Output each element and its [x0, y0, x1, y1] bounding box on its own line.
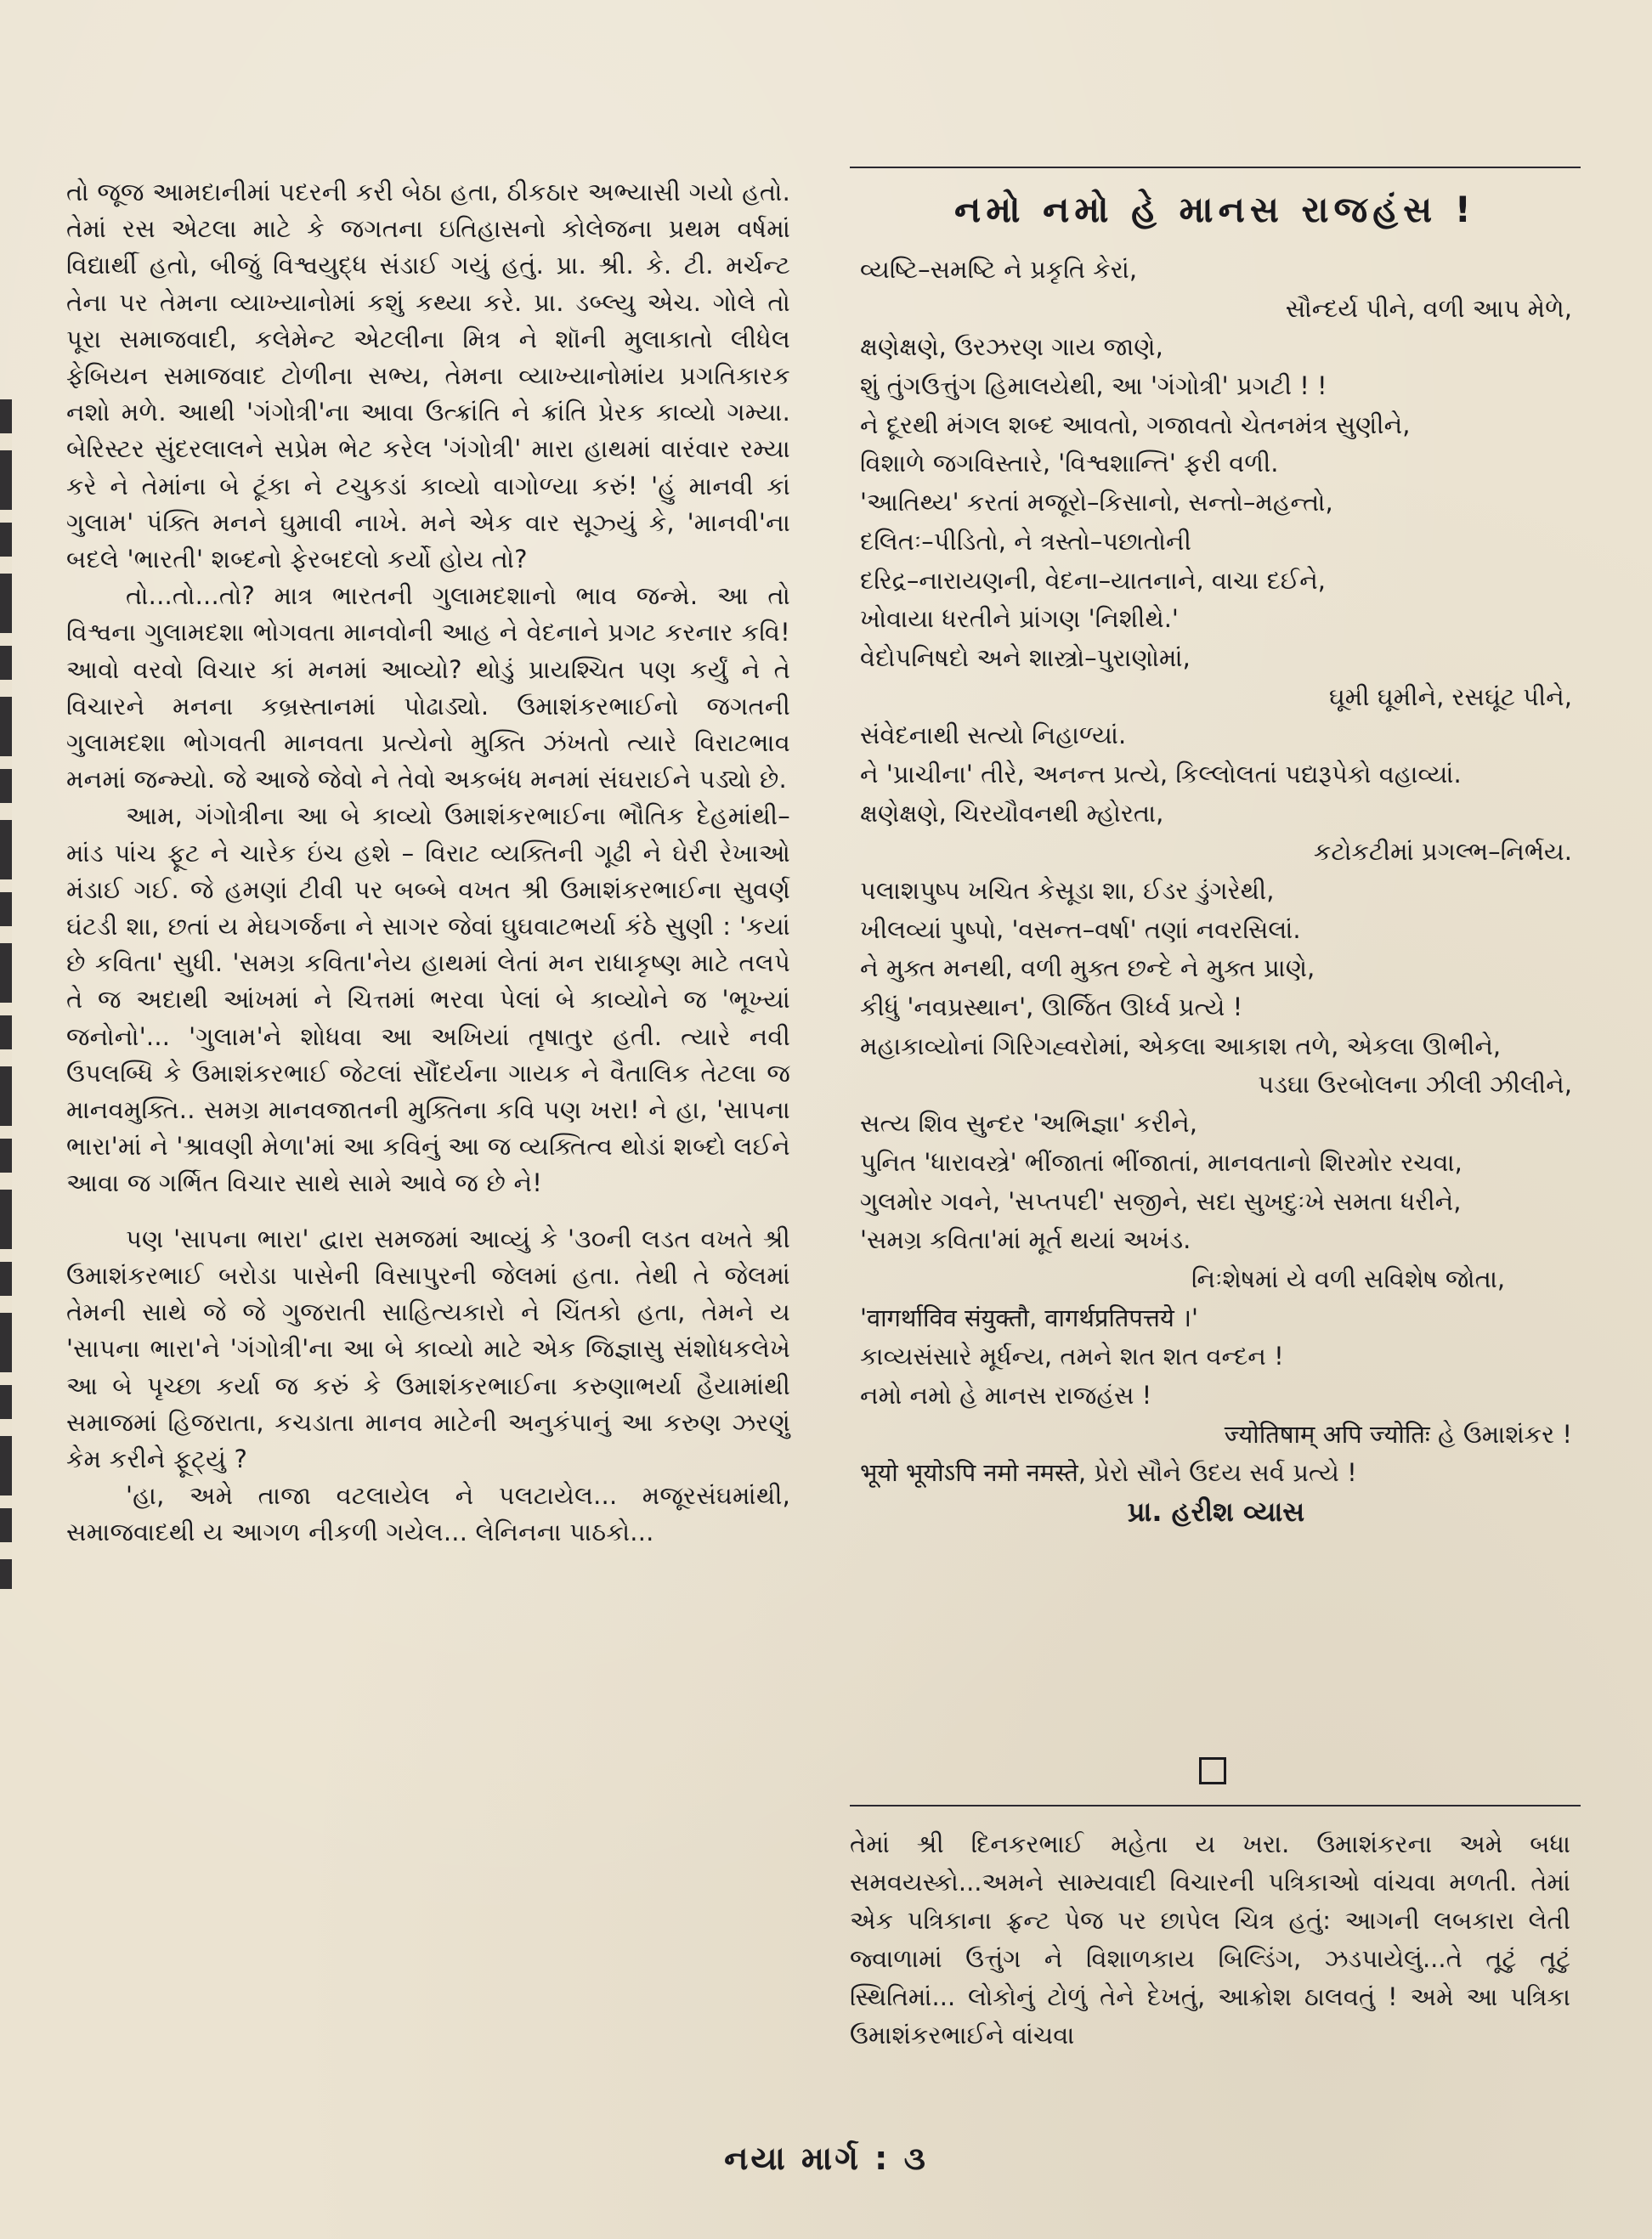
paragraph: 'હા, અમે તાજા વટલાયેલ ને પલટાયેલ... મજૂરસંઘમાંથી, સમાજવાદથી ય આગળ નીકળી ગયેલ... લેનિનના પાઠકો... — [66, 1481, 790, 1547]
poem-line: ને 'પ્રાચીના' તીરે, અનન્ત પ્રત્યે, કિલ્લોલતાં પદ્યરૂપેકો વહાવ્યાં. — [860, 759, 1462, 789]
top-rule — [850, 167, 1581, 168]
poem-line: નમો નમો હે માનસ રાજહંસ ! — [860, 1380, 1152, 1410]
poem-line: ને દૂરથી મંગલ શબ્દ આવતો, ગજાવતો ચેતનમંત્ર સુણીને, — [860, 410, 1411, 439]
poem-title: નમો નમો હે માનસ રાજહંસ ! — [954, 189, 1476, 230]
poem-line: ક્ષણેક્ષણે, ચિરયૌવનથી મ્હોરતા, — [860, 798, 1164, 828]
poem-line: ક્ષણેક્ષણે, ઉરઝરણ ગાય જાણે, — [860, 332, 1163, 362]
poem-line: મહાકાવ્યોનાં ગિરિગહ્વરોમાં, એકલા આકાશ તળે, એકલા ઊભીને, — [860, 1031, 1502, 1060]
poem-line: વેદોપનિષદો અને શાસ્ત્રો–પુરાણોમાં, — [860, 642, 1191, 672]
poem-line: ખોવાયા ધરતીને પ્રાંગણ 'નિશીથે.' — [860, 604, 1179, 634]
poem-line: દલિતઃ–પીડિતો, ને ત્રસ્તો–પછાતોની — [860, 526, 1191, 556]
page-footer: નયા માર્ગ : ૩ — [724, 2140, 928, 2177]
poem-line: કીધું 'નવપ્રસ્થાન', ઊર્જિત ઊર્ધ્વ પ્રત્યે ! — [860, 992, 1243, 1022]
poem-line: પુનિત 'ધારાવસ્ત્રે' ભીંજાતાં ભીંજાતાં, માનવતાનો શિરમોર રચવા, — [860, 1147, 1462, 1177]
poem-line: સત્ય શિવ સુન્દર 'અભિજ્ઞા' કરીને, — [860, 1109, 1197, 1139]
poem-line: ज्योतिषाम् अपि ज्योतिः હે ઉમાશંકર ! — [1224, 1419, 1572, 1449]
torn-edge-shadow — [0, 399, 12, 1589]
poem-line: નિઃશેષમાં યે વળી સવિશેષ જોતા, — [1191, 1264, 1506, 1293]
paragraph: આમ, ગંગોત્રીના આ બે કાવ્યો ઉમાશંકરભાઈના ભૌતિક દેહમાંથી–માંડ પાંચ ફૂટ ને ચારેક ઇંચ હશે – વિરાટ વ્યક્તિની ગૂઢી ને ઘેરી રેખાઓ મંડાઈ ગઈ. જે હમણાં ટીવી પર બબ્બે વખત શ્રી ઉમાશંકરભાઈના સુવર્ણ ઘંટડી શા, છતાં ય મેઘગર્જના ને સાગર જેવાં ઘુઘવાટભર્યા કંઠે સુણી : 'કયાં છે કવિતા' સુધી. 'સમગ્ર કવિતા'નેય હાથમાં લેતાં મન રાધાકૃષ્ણ માટે તલપે તે જ અદાથી આંખમાં ને ચિત્તમાં ભરવા પેલાં બે કાવ્યોને જ 'ભૂખ્યાં જનોનો'... 'ગુલામ'ને શોધવા આ અખિયાં તૃષાતુર હતી. ત્યારે નવી ઉપલબ્ધિ કે ઉમાશંકરભાઈ જેટલાં સૌંદર્યના ગાયક ને વૈતાલિક તેટલા જ માનવમુક્તિ.. સમગ્ર માનવજાતની મુક્તિના કવિ પણ ખરા! ને હા, 'સાપના ભારા'માં ને 'શ્રાવણી મેળા'માં આ કવિનું આ જ વ્યક્તિત્વ થોડાં શબ્દો લઈને આવા જ ગર્ભિત વિચાર સાથે સામે આવે જ છે ને! — [66, 801, 790, 1198]
poem-line: વ્યષ્ટિ–સમષ્ટિ ને પ્રકૃતિ કેરાં, — [860, 255, 1138, 284]
poem-line: ને મુક્ત મનથી, વળી મુક્ત છન્દે ને મુક્ત પ્રાણે, — [860, 953, 1315, 983]
paragraph: પણ 'સાપના ભારા' દ્વારા સમજમાં આવ્યું કે '૩૦ની લડત વખતે શ્રી ઉમાશંકરભાઈ બરોડા પાસેની વિસાપુરની જેલમાં હતા. તેથી તે જેલમાં તેમની સાથે જે જે ગુજરાતી સાહિત્યકારો ને ચિંતકો હતા, તેમને ય 'સાપના ભારા'ને 'ગંગોત્રી'ના આ બે કાવ્યો માટે એક જિજ્ઞાસુ સંશોધકલેખે આ બે પૃચ્છા કર્યા જ કરું કે ઉમાશંકરભાઈના કરુણાભર્યા હૈયામાંથી સમાજમાં હિજરાતા, કચડાતા માનવ માટેની અનુકંપાનું આ કરુણ ઝરણું કેમ કરીને ફૂટ્યું ? — [66, 1224, 790, 1473]
poem-author: પ્રા. હરીશ વ્યાસ — [1127, 1495, 1305, 1528]
paragraph: તો જૂજ આમદાનીમાં પદરની કરી બેઠા હતા, ઠીકઠાર અભ્યાસી ગયો હતો. તેમાં રસ એટલા માટે કે જગતના ઇતિહાસનો કોલેજના પ્રથમ વર્ષમાં વિદ્યાર્થી હતો, બીજું વિશ્વયુદ્ધ સંડાઈ ગયું હતું. પ્રા. શ્રી. કે. ટી. મર્ચન્ટ તેના પર તેમના વ્યાખ્યાનોમાં કશું કથ્યા કરે. પ્રા. ડબ્લ્યુ એચ. ગોલે તો પૂરા સમાજવાદી, કલેમેન્ટ એટલીના મિત્ર ને શૉની મુલાકાતો લીધેલ ફેબિયન સમાજવાદ ટોળીના સભ્ય, તેમના વ્યાખ્યાનોમાંય પ્રગતિકારક નશો મળે. આથી 'ગંગોત્રી'ના આવા ઉત્ક્રાંતિ ને ક્રાંતિ પ્રેરક કાવ્યો ગમ્યા. બેરિસ્ટર સુંદરલાલને સપ્રેમ ભેટ કરેલ 'ગંગોત્રી' મારા હાથમાં વારંવાર રમ્યા કરે ને તેમાંના બે ટૂંકા ને ટચુકડાં કાવ્યો વાગોળ્યા કરું! 'હું માનવી કાં ગુલામ' પંક્તિ મનને ઘુમાવી નાખે. મને એક વાર સૂઝ્યું કે, 'માનવી'ના બદલે 'ભારતી' શબ્દનો ફેરબદલો કર્યો હોય તો? — [66, 178, 790, 574]
poem-line: 'આતિથ્ય' કરતાં મજૂરો–કિસાનો, સન્તો–મહન્તો, — [860, 488, 1333, 517]
poem-line: પલાશપુષ્પ ખચિત કેસૂડા શા, ઈડર ડુંગરેથી, — [860, 876, 1275, 905]
poem-line: ખીલવ્યાં પુષ્પો, 'વસન્ત–વર્ષા' તણાં નવરસિલાં. — [860, 914, 1301, 944]
poem-line: વિશાળે જગવિસ્તારે, 'વિશ્વશાન્તિ' ફરી વળી. — [860, 449, 1279, 478]
poem-line: ગુલમોર ગવને, 'સપ્તપદી' સજીને, સદા સુખદુઃખે સમતા ધરીને, — [860, 1186, 1462, 1216]
poem-line: સંવેદનાથી સત્યો નિહાળ્યાં. — [860, 721, 1127, 750]
left-column — [66, 174, 790, 1552]
poem-line: ઘૂમી ઘૂમીને, રસઘૂંટ પીને, — [1328, 681, 1572, 711]
section-rule — [850, 1805, 1581, 1806]
paragraph: તેમાં શ્રી દિનકરભાઈ મહેતા ય ખરા. ઉમાશંકરના અમે બધા સમવયસ્કો...અમને સામ્યવાદી વિચારની પત્રિકાઓ વાંચવા મળતી. તેમાં એક પત્રિકાના ફ્રન્ટ પેજ પર છાપેલ ચિત્ર હતું: આગની લબકારા લેતી જ્વાળામાં ઉત્તુંગ ને વિશાળકાય બિલ્ડિંગ, ઝડપાયેલું...તે તૂટું તૂટું સ્થિતિમાં... લોકોનું ટોળું તેને દેખતું, આક્રોશ ઠાલવતું ! અમે આ પત્રિકા ઉમાશંકરભાઈને વાંચવા — [850, 1829, 1570, 2050]
poem-line: 'वागर्थाविव संयुक्तौ, वागर्थप्रतिपत्तये ।' — [860, 1303, 1198, 1332]
poem-line: સૌન્દર્ય પીને, વળી આપ મેળે, — [1285, 293, 1572, 323]
paragraph: તો...તો...તો? માત્ર ભારતની ગુલામદશાનો ભાવ જન્મે. આ તો વિશ્વના ગુલામદશા ભોગવતા માનવોની આહ ને વેદનાને પ્રગટ કરનાર કવિ! આવો વરવો વિચાર કાં મનમાં આવ્યો? થોડું પ્રાયશ્ચિત પણ કર્યું ને તે વિચારને મનના કબ્રસ્તાનમાં પોઢાડ્યો. ઉમાશંકરભાઈનો જગતની ગુલામદશા ભોગવતી માનવતા પ્રત્યેનો મુક્તિ ઝંખતો ત્યારે વિરાટભાવ મનમાં જન્મ્યો. જે આજે જેવો ને તેવો અકબંધ મનમાં સંઘરાઈને પડ્યો છે. — [66, 581, 790, 794]
poem-line: શું તુંગઉત્તુંગ હિમાલયેથી, આ 'ગંગોત્રી' પ્રગટી ! ! — [860, 371, 1327, 401]
poem — [860, 251, 1572, 1532]
end-mark-box-icon — [1199, 1757, 1226, 1784]
poem-line: કાવ્યસંસારે મૂર્ધન્ય, તમને શત શત વન્દન ! — [860, 1342, 1284, 1371]
poem-line: કટોકટીમાં પ્રગલ્ભ–નિર્ભય. — [1313, 837, 1572, 867]
right-bottom-column — [850, 1825, 1570, 2055]
poem-line: 'સમગ્ર કવિતા'માં મૂર્ત થયાં અખંડ. — [860, 1225, 1191, 1255]
poem-line: भूयो भूयोऽपि नमो नमस्ते, પ્રેરો સૌને ઉદય સર્વ પ્રત્યે ! — [860, 1458, 1357, 1488]
poem-line: પડઘા ઉરબોલના ઝીલી ઝીલીને, — [1258, 1070, 1572, 1100]
poem-line: દરિદ્ર–નારાયણની, વેદના–યાતનાને, વાચા દઈને, — [860, 565, 1327, 595]
